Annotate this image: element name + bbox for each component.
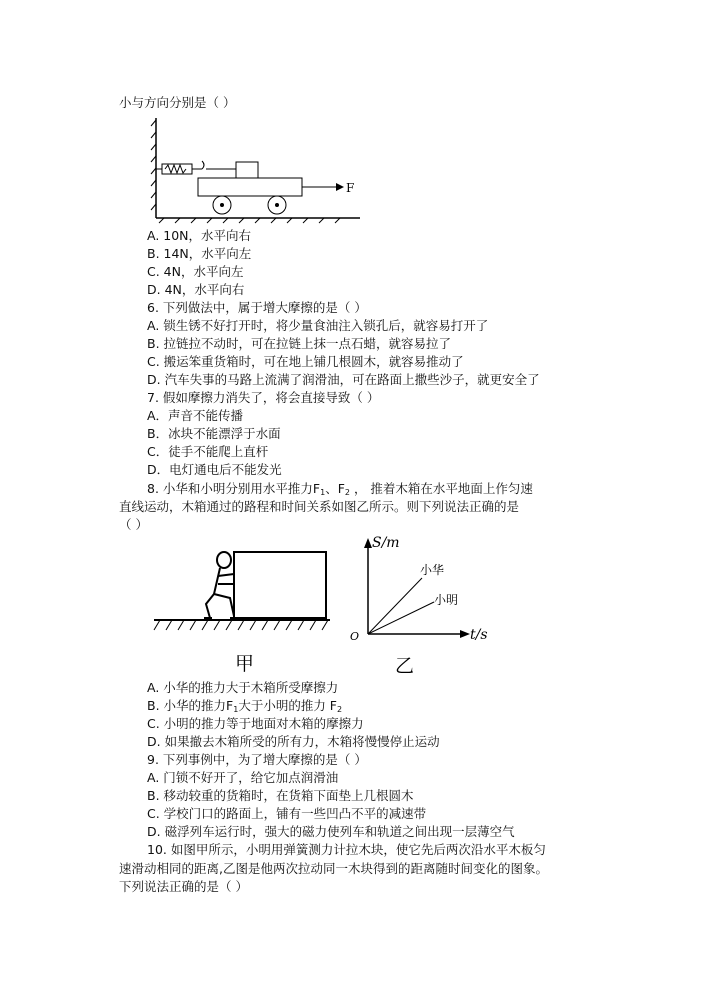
q8-figure-yi <box>342 532 512 678</box>
q9-option-c: C. 学校门口的路面上，铺有一些凹凸不平的减速带 <box>147 806 427 821</box>
q5-figure <box>150 112 365 224</box>
q10-line2: 速滑动相同的距离,乙图是他两次拉动同一木块得到的距离随时间变化的图象。 <box>119 861 548 876</box>
q6-option-d: D. 汽车失事的马路上流满了润滑油，可在路面上撒些沙子，就更安全了 <box>147 372 540 387</box>
series-label-xiaoming: 小明 <box>434 593 459 607</box>
series-line-xiaoming <box>368 602 434 634</box>
q5-option-b: B. 14N，水平向左 <box>147 246 252 261</box>
q9-option-b: B. 移动较重的货箱时，在货箱下面垫上几根圆木 <box>147 788 414 803</box>
q8-option-b: B. 小华的推力$F_1$大于小明的推力 $F_2$ <box>147 698 343 714</box>
q10-line1: 10. 如图甲所示，小明用弹簧测力计拉木块，使它先后两次沿水平木板匀 <box>147 842 546 857</box>
series-line-xiaohua <box>368 578 422 634</box>
q8-option-c: C. 小明的推力等于地面对木箱的摩擦力 <box>147 716 364 731</box>
q7-option-c: C．徒手不能爬上直杆 <box>147 444 269 459</box>
q9-stem: 9. 下列事例中，为了增大摩擦的是（ ） <box>147 752 367 767</box>
q6-option-c: C. 搬运笨重货箱时，可在地上铺几根圆木，就容易推动了 <box>147 354 464 369</box>
q5-option-a: A. 10N，水平向右 <box>147 228 252 243</box>
q8-option-d: D. 如果撤去木箱所受的所有力，木箱将慢慢停止运动 <box>147 734 440 749</box>
fig-yi-caption: 乙 <box>395 655 415 677</box>
force-label: F <box>346 181 355 195</box>
origin-label: O <box>350 630 360 643</box>
q7-option-b: B．冰块不能漂浮于水面 <box>147 426 281 441</box>
series-label-xiaohua: 小华 <box>420 563 445 577</box>
q5-stem-tail: 小与方向分别是（ ） <box>119 95 236 110</box>
q5-option-c: C. 4N，水平向左 <box>147 264 244 279</box>
q8-stem-line1: 8. 小华和小明分别用水平推力$F_1$、$F_2$ ， 推着木箱在水平地面上作匀速 <box>147 481 533 497</box>
q8-stem-line2: 直线运动，木箱通过的路程和时间关系如图乙所示。则下列说法正确的是 <box>119 499 520 514</box>
q7-stem: 7. 假如摩擦力消失了，将会直接导致（ ） <box>147 390 380 405</box>
q5-option-d: D. 4N，水平向右 <box>147 282 245 297</box>
q8-stem-line3: （ ） <box>119 517 148 532</box>
q8-figure-jia <box>152 546 334 676</box>
q6-stem: 6. 下列做法中，属于增大摩擦的是（ ） <box>147 300 367 315</box>
q10-line3: 下列说法正确的是（ ） <box>119 879 248 894</box>
q9-option-d: D. 磁浮列车运行时，强大的磁力使列车和轨道之间出现一层薄空气 <box>147 824 515 839</box>
q7-option-a: A．声音不能传播 <box>147 408 244 423</box>
fig-jia-caption: 甲 <box>235 653 255 675</box>
q8-option-a: A. 小华的推力大于木箱所受摩擦力 <box>147 680 339 695</box>
q7-option-d: D．电灯通电后不能发光 <box>147 462 282 477</box>
x-axis-label: t/s <box>470 627 488 643</box>
q6-option-b: B. 拉链拉不动时，可在拉链上抹一点石蜡，就容易拉了 <box>147 336 452 351</box>
q9-option-a: A. 门锁不好开了，给它加点润滑油 <box>147 770 339 785</box>
q6-option-a: A. 锁生锈不好打开时，将少量食油注入锁孔后，就容易打开了 <box>147 318 489 333</box>
y-axis-label: S/m <box>372 535 400 551</box>
